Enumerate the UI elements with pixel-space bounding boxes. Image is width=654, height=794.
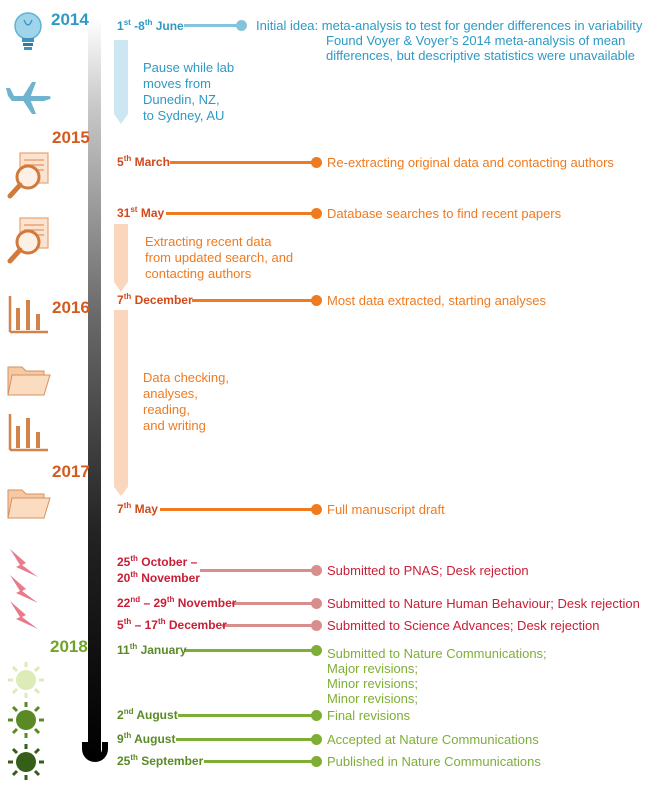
year-2017: 2017	[52, 462, 90, 481]
lightning-icon	[2, 545, 52, 635]
sun-icon	[4, 742, 54, 782]
connector-line	[192, 299, 316, 302]
connector-line	[204, 760, 316, 763]
event-dot	[236, 20, 247, 31]
event-text: Submitted to Nature Communications; Major revisions; Minor revisions; Minor revisions;	[327, 646, 547, 706]
event-dot	[311, 598, 322, 609]
event-text: Re-extracting original data and contacting authors	[327, 155, 614, 170]
date-label: 7th May	[117, 501, 158, 516]
event-dot	[311, 734, 322, 745]
date-label: 9th August	[117, 731, 176, 746]
folder-icon	[4, 478, 54, 528]
year-2016: 2016	[52, 298, 90, 317]
connector-line	[184, 649, 316, 652]
magnifier-document-icon	[4, 215, 54, 265]
date-label: 11th January	[117, 642, 187, 657]
event-text: Full manuscript draft	[327, 502, 445, 517]
date-label: 7th December	[117, 292, 193, 307]
connector-line	[166, 212, 316, 215]
date-label: 22nd – 29th November	[117, 595, 237, 610]
sun-icon	[4, 700, 54, 740]
lightbulb-icon	[4, 8, 54, 58]
year-2014: 2014	[51, 10, 89, 29]
event-dot	[311, 208, 322, 219]
event-dot	[311, 157, 322, 168]
event-text: Published in Nature Communications	[327, 754, 541, 769]
bar-chart-icon	[4, 290, 54, 340]
date-label: 2nd August	[117, 707, 178, 722]
event-text: Submitted to Nature Human Behaviour; Desk rejection	[327, 596, 640, 611]
connector-line	[232, 602, 316, 605]
date-label: 5th March	[117, 154, 170, 169]
date-label: 5th – 17th December	[117, 617, 227, 632]
event-dot	[311, 565, 322, 576]
connector-line	[222, 624, 316, 627]
phase-bar-pause	[114, 40, 128, 124]
connector-line	[176, 738, 316, 741]
connector-line	[184, 24, 242, 27]
date-label: 25th October –	[117, 554, 198, 569]
phase-text-pause: Pause while lab moves from Dunedin, NZ, to Sydney, AU	[143, 60, 235, 123]
bar-chart-icon	[4, 408, 54, 458]
event-text: Database searches to find recent papers	[327, 206, 562, 221]
date-label: 20th November	[117, 570, 200, 585]
event-dot	[311, 756, 322, 767]
year-2018: 2018	[50, 637, 88, 656]
phase-text-extracting: Extracting recent data from updated search, and contacting authors	[145, 234, 294, 281]
timeline-spine	[88, 18, 101, 758]
phase-bar-extracting	[114, 224, 128, 292]
connector-line	[160, 508, 316, 511]
timeline-spine-end	[82, 742, 108, 762]
year-2015: 2015	[52, 128, 90, 147]
airplane-icon	[4, 72, 54, 122]
event-text: Initial idea: meta-analysis to test for gender differences in variability Found Voyer & Voyer’s 2014 meta-analysis of mean differences, but descriptive statistics were unavailable	[256, 18, 643, 63]
event-dot	[311, 645, 322, 656]
date-label: 31st May	[117, 205, 165, 220]
connector-line	[200, 569, 316, 572]
connector-line	[170, 161, 316, 164]
event-text: Submitted to PNAS; Desk rejection	[327, 563, 529, 578]
connector-line	[178, 714, 316, 717]
date-label: 25th September	[117, 753, 204, 768]
folder-icon	[4, 355, 54, 405]
magnifier-document-icon	[4, 150, 54, 200]
phase-bar-checking	[114, 310, 128, 496]
date-label: 1st -8th June	[117, 18, 184, 33]
phase-text-checking: Data checking, analyses, reading, and writing	[143, 370, 229, 433]
event-text: Most data extracted, starting analyses	[327, 293, 546, 308]
event-dot	[311, 710, 322, 721]
event-text: Final revisions	[327, 708, 411, 723]
event-dot	[311, 504, 322, 515]
event-dot	[311, 620, 322, 631]
event-text: Submitted to Science Advances; Desk rejection	[327, 618, 600, 633]
event-text: Accepted at Nature Communications	[327, 732, 539, 747]
event-dot	[311, 295, 322, 306]
sun-icon	[4, 660, 54, 700]
